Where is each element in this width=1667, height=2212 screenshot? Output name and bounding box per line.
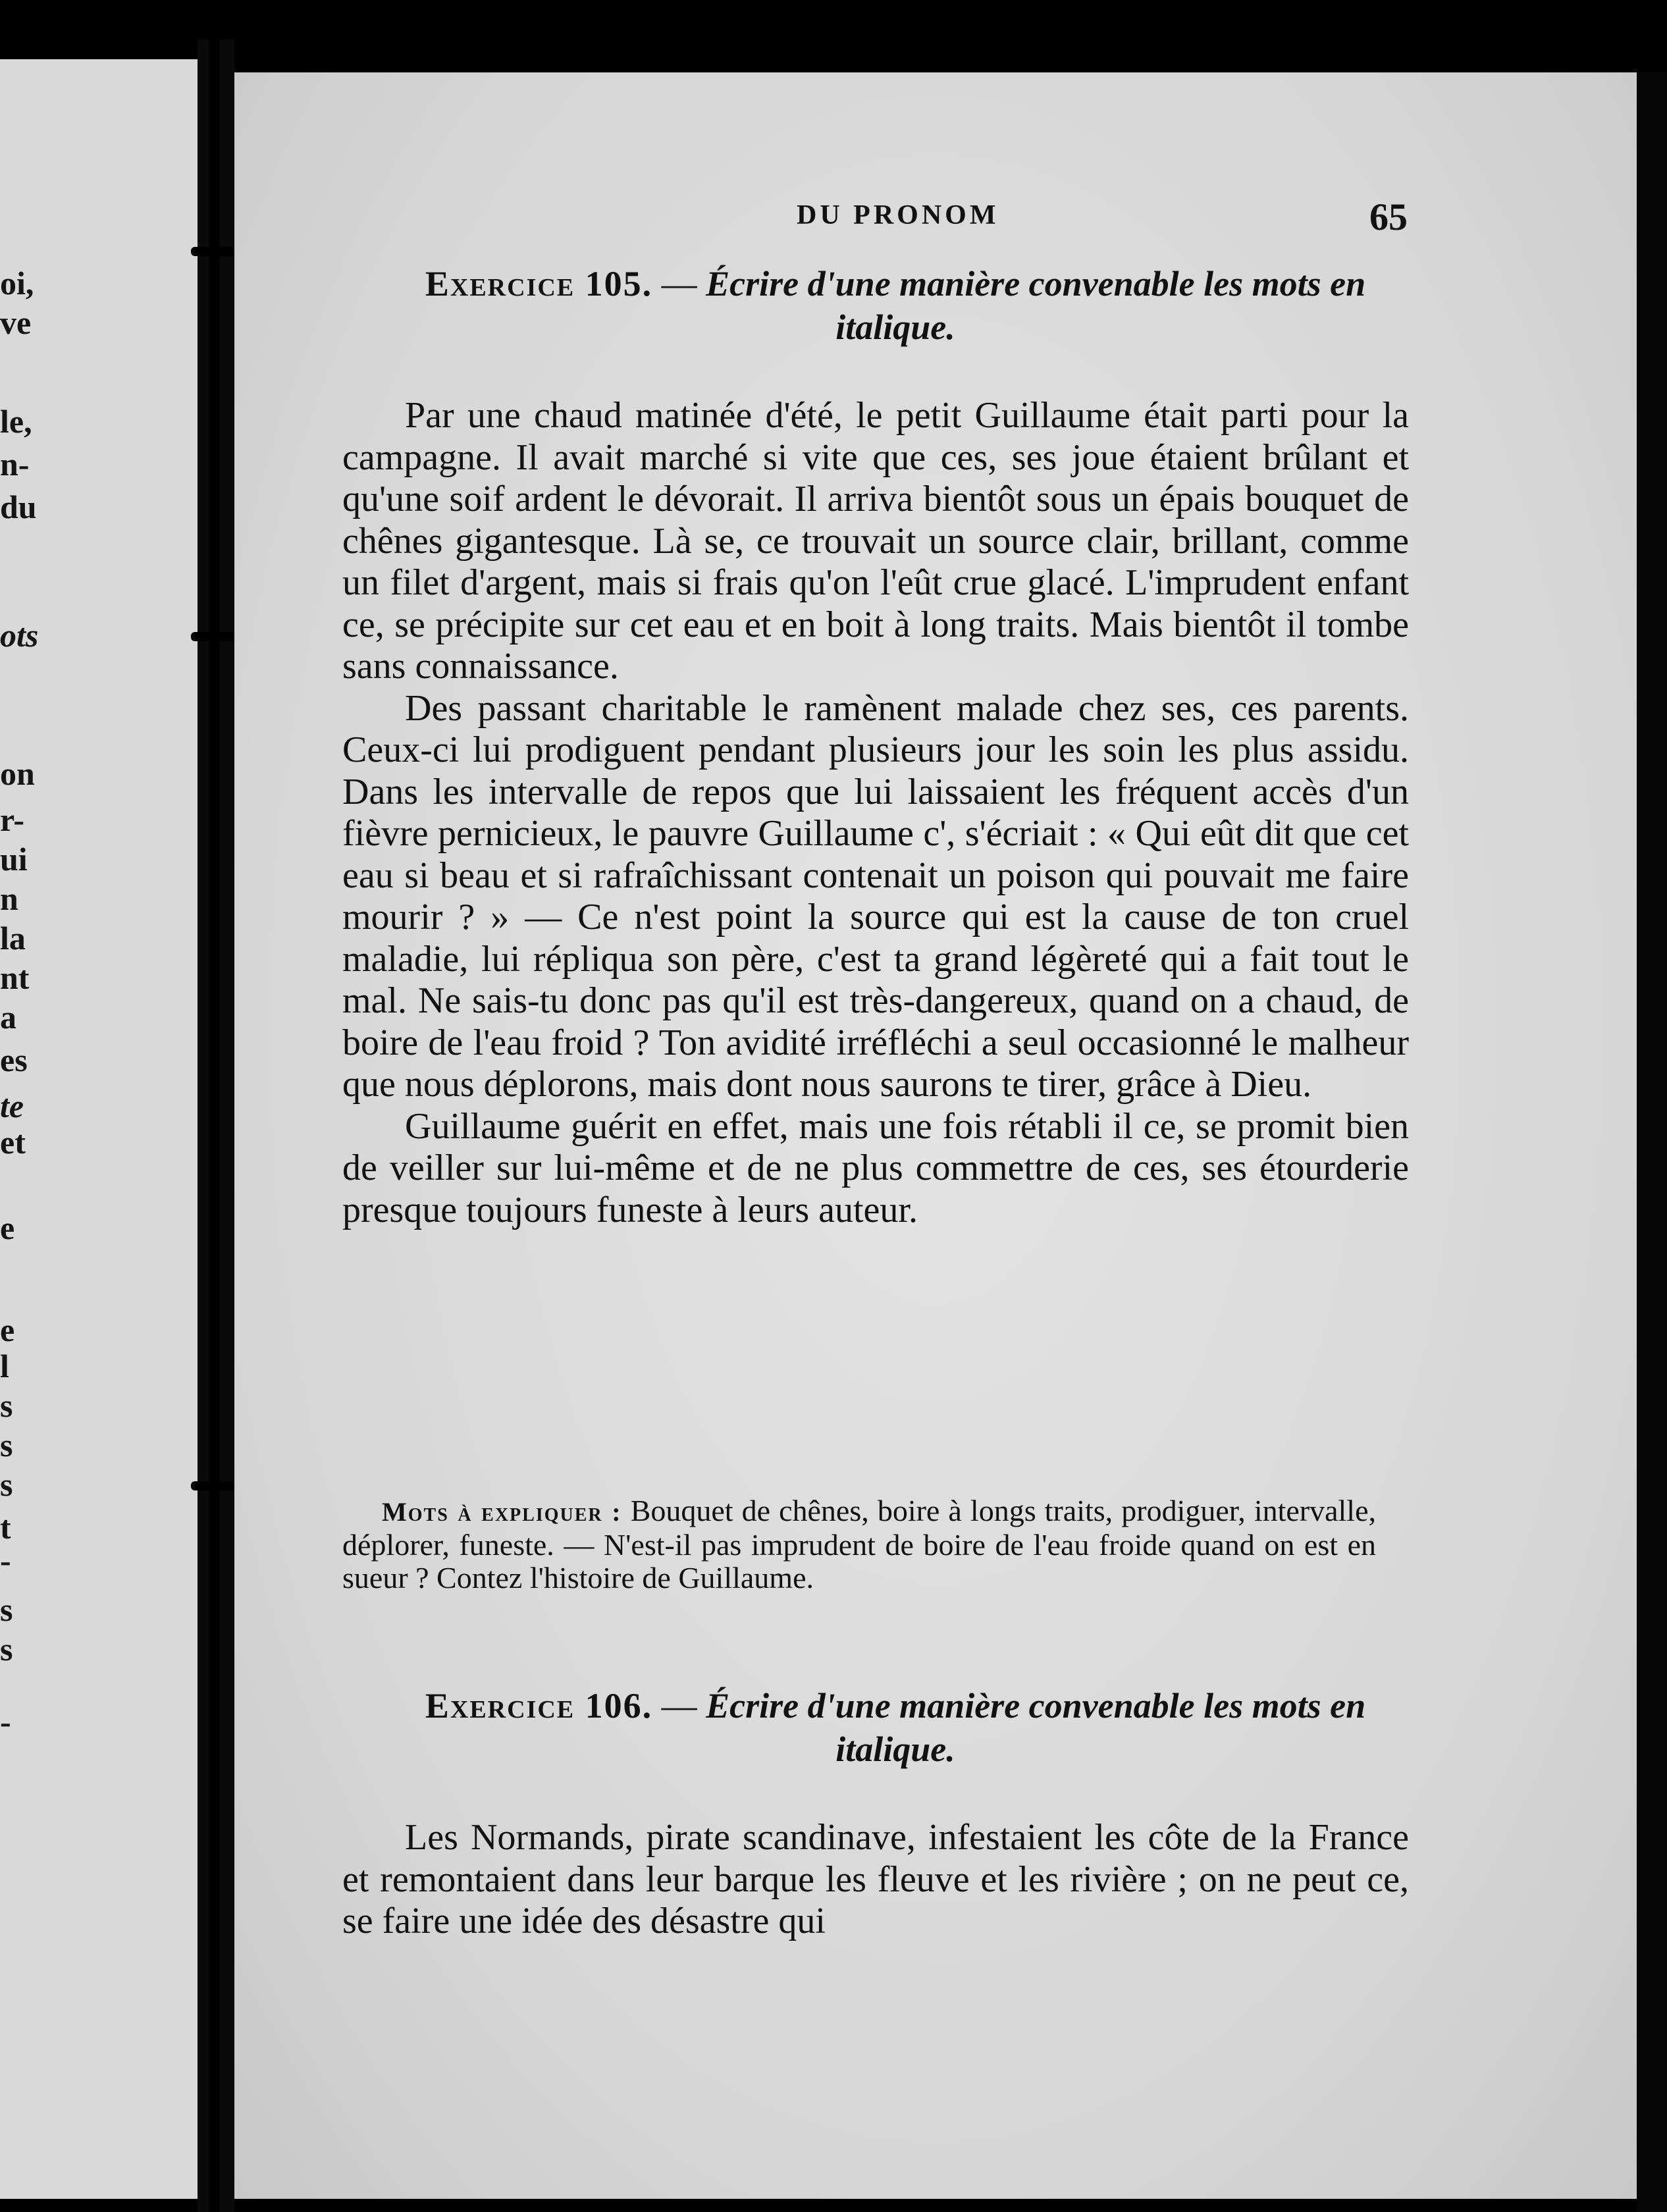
left-margin-fragment: e [0,1311,15,1348]
heading-dash: — [652,1686,706,1725]
exercise-106-body [342,1817,1409,1943]
paragraph: Par une chaud matinée d'été, le petit Guillaume était parti pour la campagne. Il avait marché si vite que ces, ses joue étaient brûlant et qu'une soif ardent le dévorait. Il arriva bientôt sous un épais bouquet de chênes gigantesque. Là se, ce trouvait un source clair, brillant, comme un filet d'argent, mais si frais qu'on l'eût crue glacé. L'imprudent enfant ce, se précipite sur cet eau et en boit à long traits. Mais bientôt il tombe sans connaissance. [342,395,1409,687]
mots-text: Bouquet de chênes, boire à longs traits, prodiguer, intervalle, déplorer, funeste. — N'est-il pas imprudent de boire de l'eau froide quand on est en sueur ? Contez l'histoire de Guillaume. [342,1494,1377,1594]
left-margin-fragment: n [0,880,18,917]
running-head: DU PRONOM [797,200,999,230]
left-margin-fragment: ots [0,617,39,654]
left-margin-fragment: t [0,1509,11,1546]
paragraph: Guillaume guérit en effet, mais une fois rétabli il ce, se promit bien de veiller sur lui-même et de ne plus commettre de ces, ses étourderie presque toujours funeste à leurs auteur. [342,1105,1409,1230]
left-margin-fragment: - [0,1703,11,1740]
heading-dash: — [652,264,706,303]
left-margin-fragment: s [0,1631,13,1668]
left-margin-fragment: et [0,1124,26,1161]
left-margin-fragment: le, [0,403,32,440]
exercise-105-body [342,395,1409,1231]
left-margin-fragment: oi, [0,265,34,302]
exercise-105-heading [369,262,1422,349]
left-margin-fragment: n- [0,446,30,483]
paragraph: Des passant charitable le ramènent malade chez ses, ces parents. Ceux-ci lui prodiguent pendant plusieurs jour les soin les plus assidu. Dans les intervalle de repos que lui laissaient les fréquent accès d'un fièvre pernicieux, le pauvre Guillaume c', s'écriait : « Qui eût dit que cet eau si beau et si rafraîchissant contenait un poison qui pouvait me faire mourir ? » — Ce n'est point la source qui est la cause de ton cruel maladie, lui répliqua son père, c'est ta grand légèreté qui a fait tout le mal. Ne sais-tu donc pas qu'il est très-dangereux, quand on a chaud, de boire de l'eau froid ? Ton avidité irréfléchi a seul occasionné le malheur que nous déplorons, mais dont nous saurons te tirer, grâce à Dieu. [342,687,1409,1105]
left-margin-fragment: l [0,1348,9,1384]
left-margin-fragment: s [0,1466,13,1503]
left-margin-fragment: s [0,1591,13,1628]
left-margin-fragment: nt [0,959,30,996]
left-margin-fragment: on [0,755,35,792]
left-margin-fragment: ve [0,304,32,341]
exercise-label: Exercice 106. [425,1686,653,1725]
left-margin-fragment: ui [0,841,28,878]
left-margin-fragment: e [0,1209,15,1246]
binding-thread [209,40,220,2212]
page-edge-shadow [1637,72,1667,2212]
left-margin-fragment: - [0,1542,11,1579]
paragraph: Les Normands, pirate scandinave, infestaient les côte de la France et remontaient dans leur barque les fleuve et les rivière ; on ne peut ce, se faire une idée des désastre qui [342,1817,1409,1941]
left-margin-fragment: te [0,1088,24,1124]
exercise-label: Exercice 105. [425,264,653,303]
exercise-106-heading [369,1684,1422,1771]
left-margin-fragment: r- [0,801,24,838]
left-margin-fragment: la [0,920,26,957]
mots-label: Mots à expliquer : [382,1497,622,1527]
left-margin-fragment: a [0,999,16,1036]
mots-a-expliquer [342,1494,1376,1594]
left-margin-fragment: es [0,1041,28,1078]
exercise-instruction: Écrire d'une manière convenable les mots en italique. [706,1686,1366,1769]
left-margin-fragment: s [0,1427,13,1463]
left-margin-fragment: du [0,488,37,525]
left-margin-fragment: s [0,1387,13,1424]
page-number: 65 [1369,196,1408,238]
left-facing-page [0,59,198,2199]
exercise-instruction: Écrire d'une manière convenable les mots en italique. [706,264,1366,347]
